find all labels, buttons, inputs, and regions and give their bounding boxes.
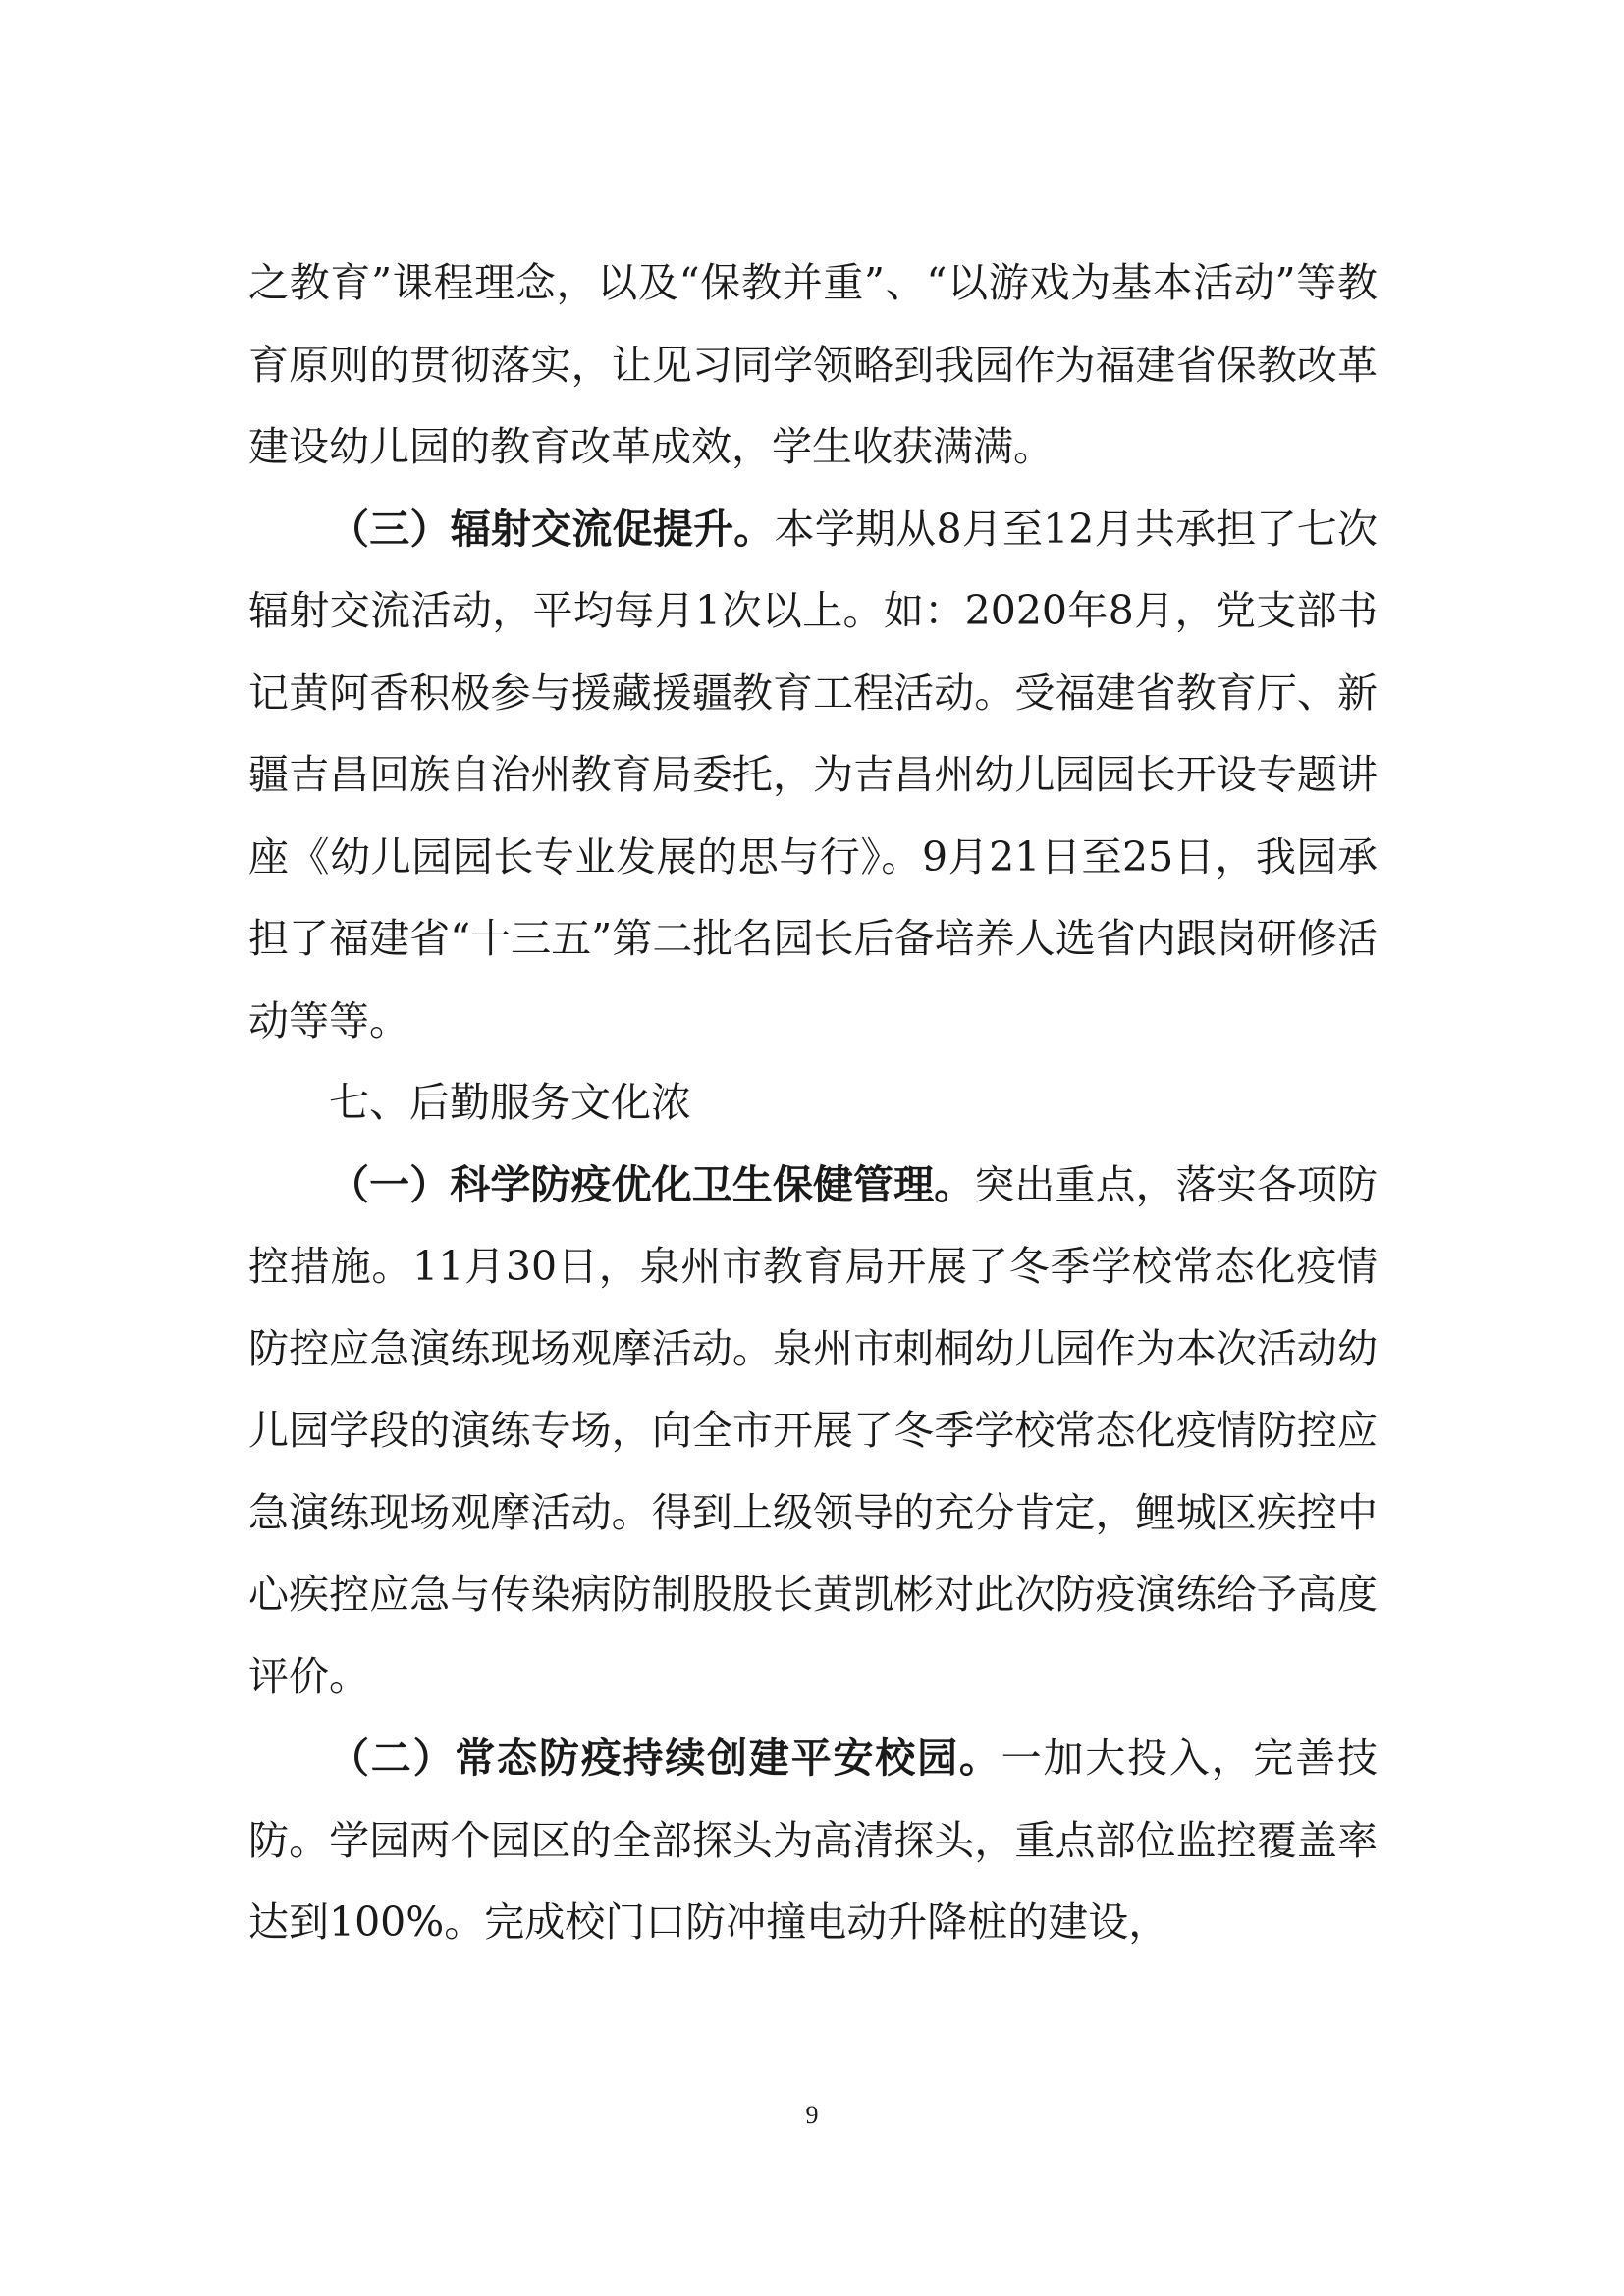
paragraph-radiation-exchange bbox=[248, 489, 1378, 1063]
subsection-heading: （二）常态防疫持续创建平安校园。 bbox=[329, 1735, 1001, 1782]
section-heading-logistics bbox=[248, 1062, 1378, 1145]
paragraph-text: 突出重点，落实各项防控措施。11月30日，泉州市教育局开展了冬季学校常态化疫情防控应急演练现场观摩活动。泉州市刺桐幼儿园作为本次活动幼儿园学段的演练专场，向全市开展了冬季学校常态化疫情防控应急演练现场观摩活动。得到上级领导的充分肯定，鲤城区疾控中心疾控应急与传染病防制股股长黄凯彬对此次防疫演练给予高度评价。 bbox=[248, 1160, 1379, 1700]
page-number: 9 bbox=[805, 2101, 819, 2129]
document-body bbox=[248, 242, 1378, 1964]
paragraph-continuation bbox=[248, 242, 1378, 489]
paragraph-epidemic-management bbox=[248, 1145, 1378, 1719]
subsection-heading: （三）辐射交流促提升。 bbox=[329, 505, 775, 553]
paragraph-safe-campus bbox=[248, 1718, 1378, 1964]
paragraph-text: 之教育”课程理念，以及“保教并重”、“以游戏为基本活动”等教育原则的贯彻落实，让见习同学领略到我园作为福建省保教改革建设幼儿园的教育改革成效，学生收获满满。 bbox=[248, 259, 1378, 470]
paragraph-text: 一加大投入，完善技防。学园两个园区的全部探头为高清探头，重点部位监控覆盖率达到100%。完成校门口防冲撞电动升降桩的建设， bbox=[248, 1735, 1379, 1946]
section-heading: 七、后勤服务文化浓 bbox=[329, 1079, 691, 1126]
subsection-heading: （一）科学防疫优化卫生保健管理。 bbox=[329, 1160, 975, 1208]
paragraph-text: 本学期从8月至12月共承担了七次辐射交流活动，平均每月1次以上。如：2020年8月，党支部书记黄阿香积极参与援藏援疆教育工程活动。受福建省教育厅、新疆吉昌回族自治州教育局委托，为吉昌州幼儿园园长开设专题讲座《幼儿园园长专业发展的思与行》。9月21日至25日，我园承担了福建省“十三五”第二批名园长后备培养人选省内跟岗研修活动等等。 bbox=[248, 505, 1378, 1044]
